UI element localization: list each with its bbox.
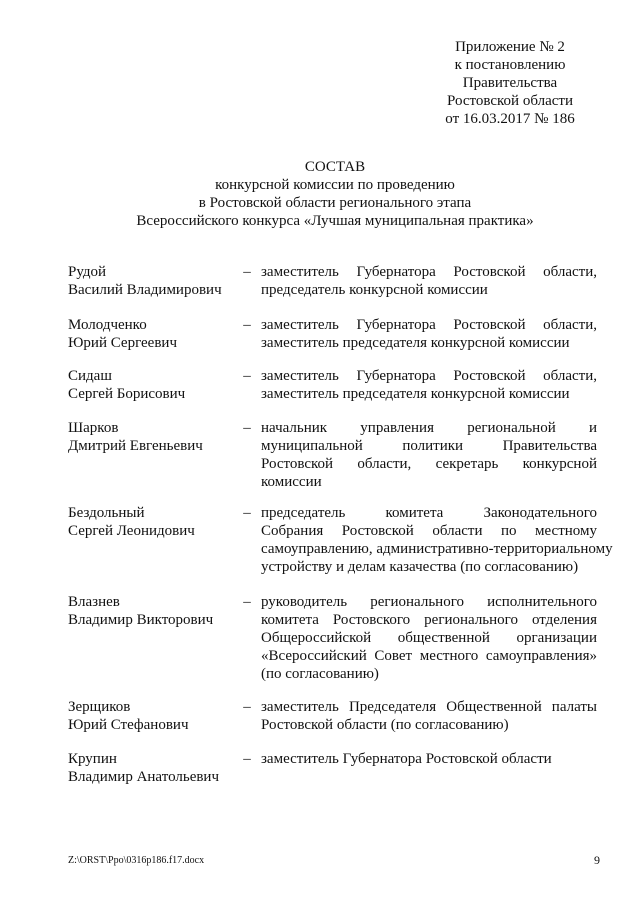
position-line: устройству и делам казачества (по согласованию): [261, 559, 579, 575]
position-line: Общероссийской общественной организации: [261, 630, 597, 646]
appendix-line: Приложение № 2: [455, 39, 565, 55]
position-line: самоуправлению, административно-территориальному: [261, 541, 613, 557]
member-position: [261, 316, 597, 352]
dash-separator: –: [243, 505, 251, 521]
position-line: заместитель Губернатора Ростовской области,: [261, 264, 597, 280]
dash-separator: –: [243, 594, 251, 610]
position-line: заместитель Губернатора Ростовской области: [261, 751, 552, 767]
member-position: [261, 419, 597, 491]
position-line: заместитель Губернатора Ростовской области,: [261, 368, 597, 384]
title-line: конкурсной комиссии по проведению: [215, 177, 455, 193]
dash-separator: –: [243, 699, 251, 715]
page-number: 9: [594, 853, 600, 867]
dash-separator: –: [243, 317, 251, 333]
position-line: комиссии: [261, 474, 322, 490]
title-line: Всероссийского конкурса «Лучшая муниципальная практика»: [136, 213, 534, 229]
member-surname: Сидаш: [68, 368, 112, 384]
member-given-name: Сергей Леонидович: [68, 523, 195, 539]
member-position: [261, 263, 597, 299]
member-given-name: Сергей Борисович: [68, 386, 186, 402]
dash-separator: –: [243, 420, 251, 436]
document-title: [40, 158, 630, 230]
appendix-line: Ростовской области: [447, 93, 573, 109]
position-line: Ростовской области, секретарь конкурсной: [261, 456, 597, 472]
appendix-line: Правительства: [462, 75, 558, 91]
member-position: [261, 593, 597, 683]
position-line: Собрания Ростовской области по местному: [261, 523, 597, 539]
member-given-name: Юрий Сергеевич: [68, 335, 177, 351]
member-surname: Влазнев: [68, 594, 120, 610]
appendix-block: [400, 38, 620, 128]
position-line: начальник управления региональной и: [261, 420, 597, 436]
member-given-name: Владимир Викторович: [68, 612, 214, 628]
appendix-line: к постановлению: [454, 57, 566, 73]
position-line: комитета Ростовского регионального отделения: [261, 612, 597, 628]
member-name: [68, 316, 238, 352]
member-surname: Крупин: [68, 751, 117, 767]
member-position: [261, 504, 613, 576]
member-position: [261, 750, 597, 768]
position-line: «Всероссийский Совет местного самоуправления»: [261, 648, 597, 664]
position-line: муниципальной политики Правительства: [261, 438, 597, 454]
dash-separator: –: [243, 264, 251, 280]
member-given-name: Дмитрий Евгеньевич: [68, 438, 203, 454]
position-line: руководитель регионального исполнительного: [261, 594, 597, 610]
member-surname: Молодченко: [68, 317, 147, 333]
member-name: [68, 698, 238, 734]
member-name: [68, 419, 238, 455]
dash-separator: –: [243, 368, 251, 384]
member-name: [68, 367, 238, 403]
position-line: председатель конкурсной комиссии: [261, 282, 488, 298]
member-name: [68, 504, 238, 540]
member-given-name: Владимир Анатольевич: [68, 769, 220, 785]
title-line: в Ростовской области регионального этапа: [198, 195, 472, 211]
position-line: заместитель Председателя Общественной палаты: [261, 699, 597, 715]
member-position: [261, 698, 597, 734]
position-line: заместитель председателя конкурсной комиссии: [261, 335, 570, 351]
member-surname: Рудой: [68, 264, 107, 280]
appendix-line: от 16.03.2017 № 186: [445, 111, 575, 127]
member-name: [68, 263, 238, 299]
dash-separator: –: [243, 751, 251, 767]
footer-file-path: Z:\ORST\Ppo\0316p186.f17.docx: [68, 855, 205, 866]
position-line: (по согласованию): [261, 666, 379, 682]
position-line: председатель комитета Законодательного: [261, 505, 597, 521]
member-surname: Шарков: [68, 420, 119, 436]
position-line: заместитель Губернатора Ростовской области,: [261, 317, 597, 333]
title-heading: СОСТАВ: [304, 159, 366, 175]
member-given-name: Василий Владимирович: [68, 282, 222, 298]
member-surname: Зерщиков: [68, 699, 131, 715]
member-given-name: Юрий Стефанович: [68, 717, 189, 733]
member-position: [261, 367, 597, 403]
member-name: [68, 750, 238, 786]
position-line: Ростовской области (по согласованию): [261, 717, 509, 733]
member-name: [68, 593, 238, 629]
position-line: заместитель председателя конкурсной комиссии: [261, 386, 570, 402]
member-surname: Бездольный: [68, 505, 145, 521]
